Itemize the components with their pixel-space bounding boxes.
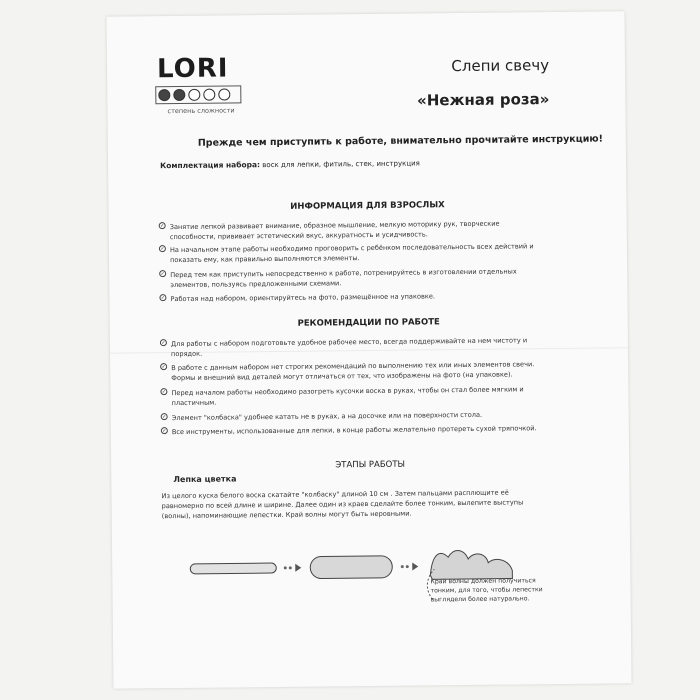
list-item-text: Все инструменты, использованные для лепки, в конце работы желательно протереть сухой тряпочкой. xyxy=(171,424,537,437)
difficulty-dot-icon xyxy=(158,89,170,101)
warning-text: Прежде чем приступить к работе, внимательно прочитайте инструкцию! xyxy=(197,133,604,149)
list-item xyxy=(161,423,541,437)
difficulty-dot-icon xyxy=(173,89,185,101)
step-subheading: Лепка цветка xyxy=(173,474,237,485)
bullet-icon: ✓ xyxy=(161,364,166,371)
step-paragraph: Из целого куска белого воска скатайте "колбаску" длиной 10 см . Затем пальцами расплющите её равномерно по всей длине и ширине. Далее один из краев сделайте более тонким, вылепите выступы (волны), напоминающие лепестки. Край волны могут быть неровными. xyxy=(161,488,524,521)
difficulty-dot-icon xyxy=(203,89,215,101)
section-heading-recommendations: РЕКОМЕНДАЦИИ ПО РАБОТЕ xyxy=(297,317,440,329)
bullet-icon: ✓ xyxy=(162,414,167,421)
section-heading-steps: ЭТАПЫ РАБОТЫ xyxy=(335,459,406,471)
difficulty-dot-icon xyxy=(218,88,230,100)
list-item-text: Перед тем как приступить непосредственно к работе, потренируйтесь в изготовлении отдельных элементов, пользуясь предложенными схемами. xyxy=(170,267,517,290)
difficulty-dot-icon xyxy=(188,89,200,101)
list-item xyxy=(160,359,540,383)
bullet-icon: ✓ xyxy=(161,389,167,396)
instruction-sheet xyxy=(106,11,631,688)
kit-contents xyxy=(160,158,420,170)
list-item xyxy=(159,290,539,304)
kit-label: Комплектация набора: xyxy=(160,160,261,171)
arrow-icon xyxy=(401,562,419,570)
list-item xyxy=(160,335,540,359)
section-heading-adults: ИНФОРМАЦИЯ ДЛЯ ВЗРОСЛЫХ xyxy=(290,200,445,212)
list-item-text: Перед началом работы необходимо разогреть кусочки воска в руках, чтобы он стал более мягким и пластичным. xyxy=(171,385,524,408)
list-item-text: Работая над набором, ориентируйтесь на фото, размещённое на упаковке. xyxy=(170,292,436,304)
bullet-icon: ✓ xyxy=(160,295,166,302)
list-item-text: В работе с данным набором нет строгих рекомендаций по выполнению тех или иных элементов свечи. Формы и внешний вид деталей могут отличаться от тех, что изображены на фото (на упаковке). xyxy=(171,360,535,383)
product-title-line1: Слепи свечу xyxy=(451,56,550,76)
bullet-icon: ✓ xyxy=(160,246,165,253)
difficulty-label: степень сложности xyxy=(167,106,235,116)
bullet-icon: ✓ xyxy=(160,271,165,278)
illustration-caption: Край волны должен получиться тонким, для того, чтобы лепестки выглядели более натурально. xyxy=(430,577,543,604)
arrow-icon xyxy=(284,564,302,572)
product-title-line2: «Нежная роза» xyxy=(417,90,550,110)
list-item-text: Занятие лепкой развивает внимание, образное мышление, мелкую моторику рук, творческие способности, прививает эстетический вкус, аккуратность и усидчивость. xyxy=(169,219,500,242)
brand-logo: LORI xyxy=(156,53,229,85)
flattened-wax-shape xyxy=(310,556,392,579)
kit-text: воск для лепки, фитиль, стек, инструкция xyxy=(262,159,420,170)
difficulty-rating xyxy=(158,88,230,101)
list-item xyxy=(159,218,539,242)
bullet-icon: ✓ xyxy=(162,428,167,435)
list-item xyxy=(159,241,539,265)
list-item-text: На начальном этапе работы необходимо проговорить с ребёнком последовательность всех действий и показать ему, как правильно выполняются элементы. xyxy=(169,242,534,265)
bullet-icon: ✓ xyxy=(161,340,166,347)
list-item xyxy=(159,266,539,290)
wax-roll-shape xyxy=(190,563,276,574)
list-item-text: Элемент "колбаска" удобнее катать не в руках, а на досочке или на поверхности стола. xyxy=(171,410,483,423)
bullet-icon: ✓ xyxy=(160,223,165,230)
list-item xyxy=(161,409,541,423)
list-item-text: Для работы с набором подготовьте удобное рабочее место, всегда поддерживайте на нем чистоту и порядок. xyxy=(170,336,528,359)
list-item xyxy=(160,384,540,408)
wavy-petal-strip-shape xyxy=(430,550,512,579)
